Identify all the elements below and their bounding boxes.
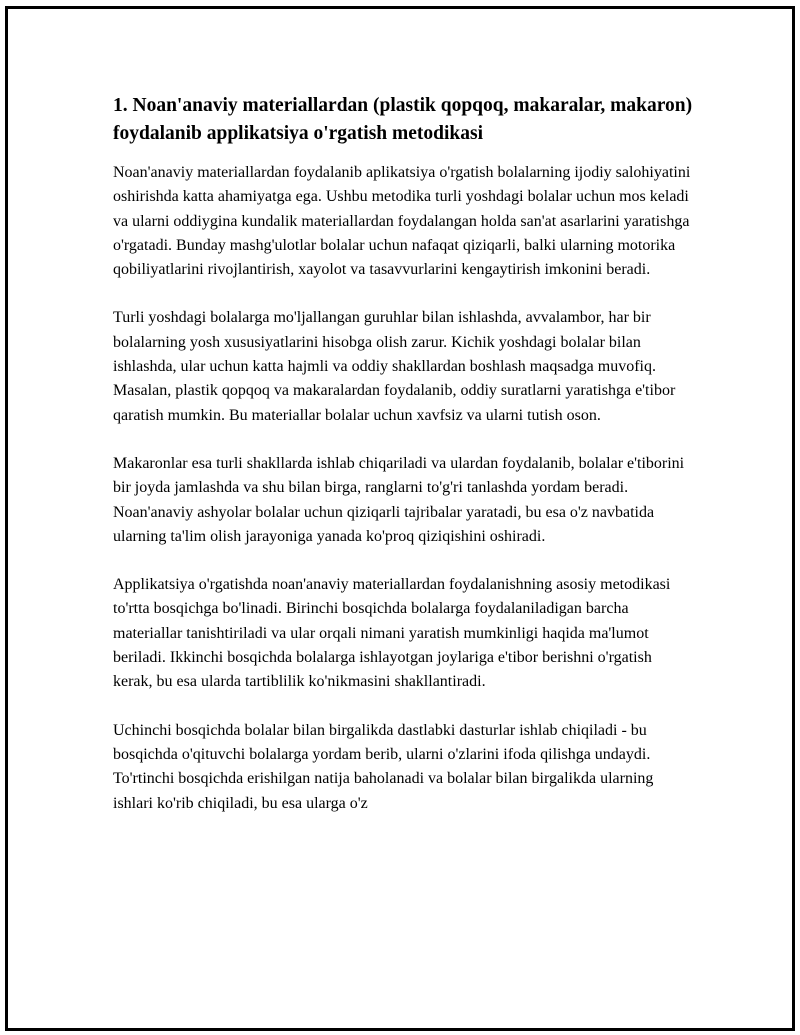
document-body: [113, 92, 693, 840]
paragraph-4: Applikatsiya o'rgatishda noan'anaviy materiallardan foydalanishning asosiy metodikasi to'rtta bosqichga bo'linadi. Birinchi bosqichda bolalarga foydalaniladigan barcha materiallar tanishtiriladi va ular orqali nimani yaratish mumkinligi haqida ma'lumot beriladi. Ikkinchi bosqichda bolalarga ishlayotgan joylariga e'tibor berishni o'rgatish kerak, bu esa ularda tartiblilik ko'nikmasini shakllantiradi.: [113, 576, 671, 691]
document-title: 1. Noan'anaviy materiallardan (plastik qopqoq, makaralar, makaron) foydalanib applikatsiya o'rgatish metodikasi: [113, 95, 693, 144]
paragraph-2: Turli yoshdagi bolalarga mo'ljallangan guruhlar bilan ishlashda, avvalambor, har bir bolalarning yosh xususiyatlarini hisobga olish zarur. Kichik yoshdagi bolalar bilan ishlashda, ular uchun katta hajmli va oddiy shakllardan boshlash maqsadga muvofiq. Masalan, plastik qopqoq va makaralardan foydalanib, oddiy suratlarni yaratishga e'tibor qaratish mumkin. Bu materiallar bolalar uchun xavfsiz va ularni tutish oson.: [113, 309, 676, 424]
paragraph-1: Noan'anaviy materiallardan foydalanib aplikatsiya o'rgatish bolalarning ijodiy salohiyatini oshirishda katta ahamiyatga ega. Ushbu metodika turli yoshdagi bolalar uchun mos keladi va ularni oddiygina kundalik materiallardan foydalangan holda san'at asarlarini yaratishga o'rgatadi. Bunday mashg'ulotlar bolalar uchun nafaqat qiziqarli, balki ularning motorika qobiliyatlarini rivojlantirish, xayolot va tasavvurlarini kengaytirish imkonini beradi.: [113, 164, 691, 279]
paragraph-5: Uchinchi bosqichda bolalar bilan birgalikda dastlabki dasturlar ishlab chiqiladi - bu bosqichda o'qituvchi bolalarga yordam berib, ularni o'zlarini ifoda qilishga undaydi. To'rtinchi bosqichda erishilgan natija baholanadi va bolalar bilan birgalikda ularning ishlari ko'rib chiqiladi, bu esa ularga o'z: [113, 721, 654, 812]
paragraph-3: Makaronlar esa turli shakllarda ishlab chiqariladi va ulardan foydalanib, bolalar e'tiborini bir joyda jamlashda va shu bilan birga, ranglarni to'g'ri tanlashda yordam beradi. Noan'anaviy ashyolar bolalar uchun qiziqarli tajribalar yaratadi, bu esa o'z navbatida ularning ta'lim olish jarayoniga yanada ko'proq qiziqishini oshiradi.: [113, 454, 685, 545]
